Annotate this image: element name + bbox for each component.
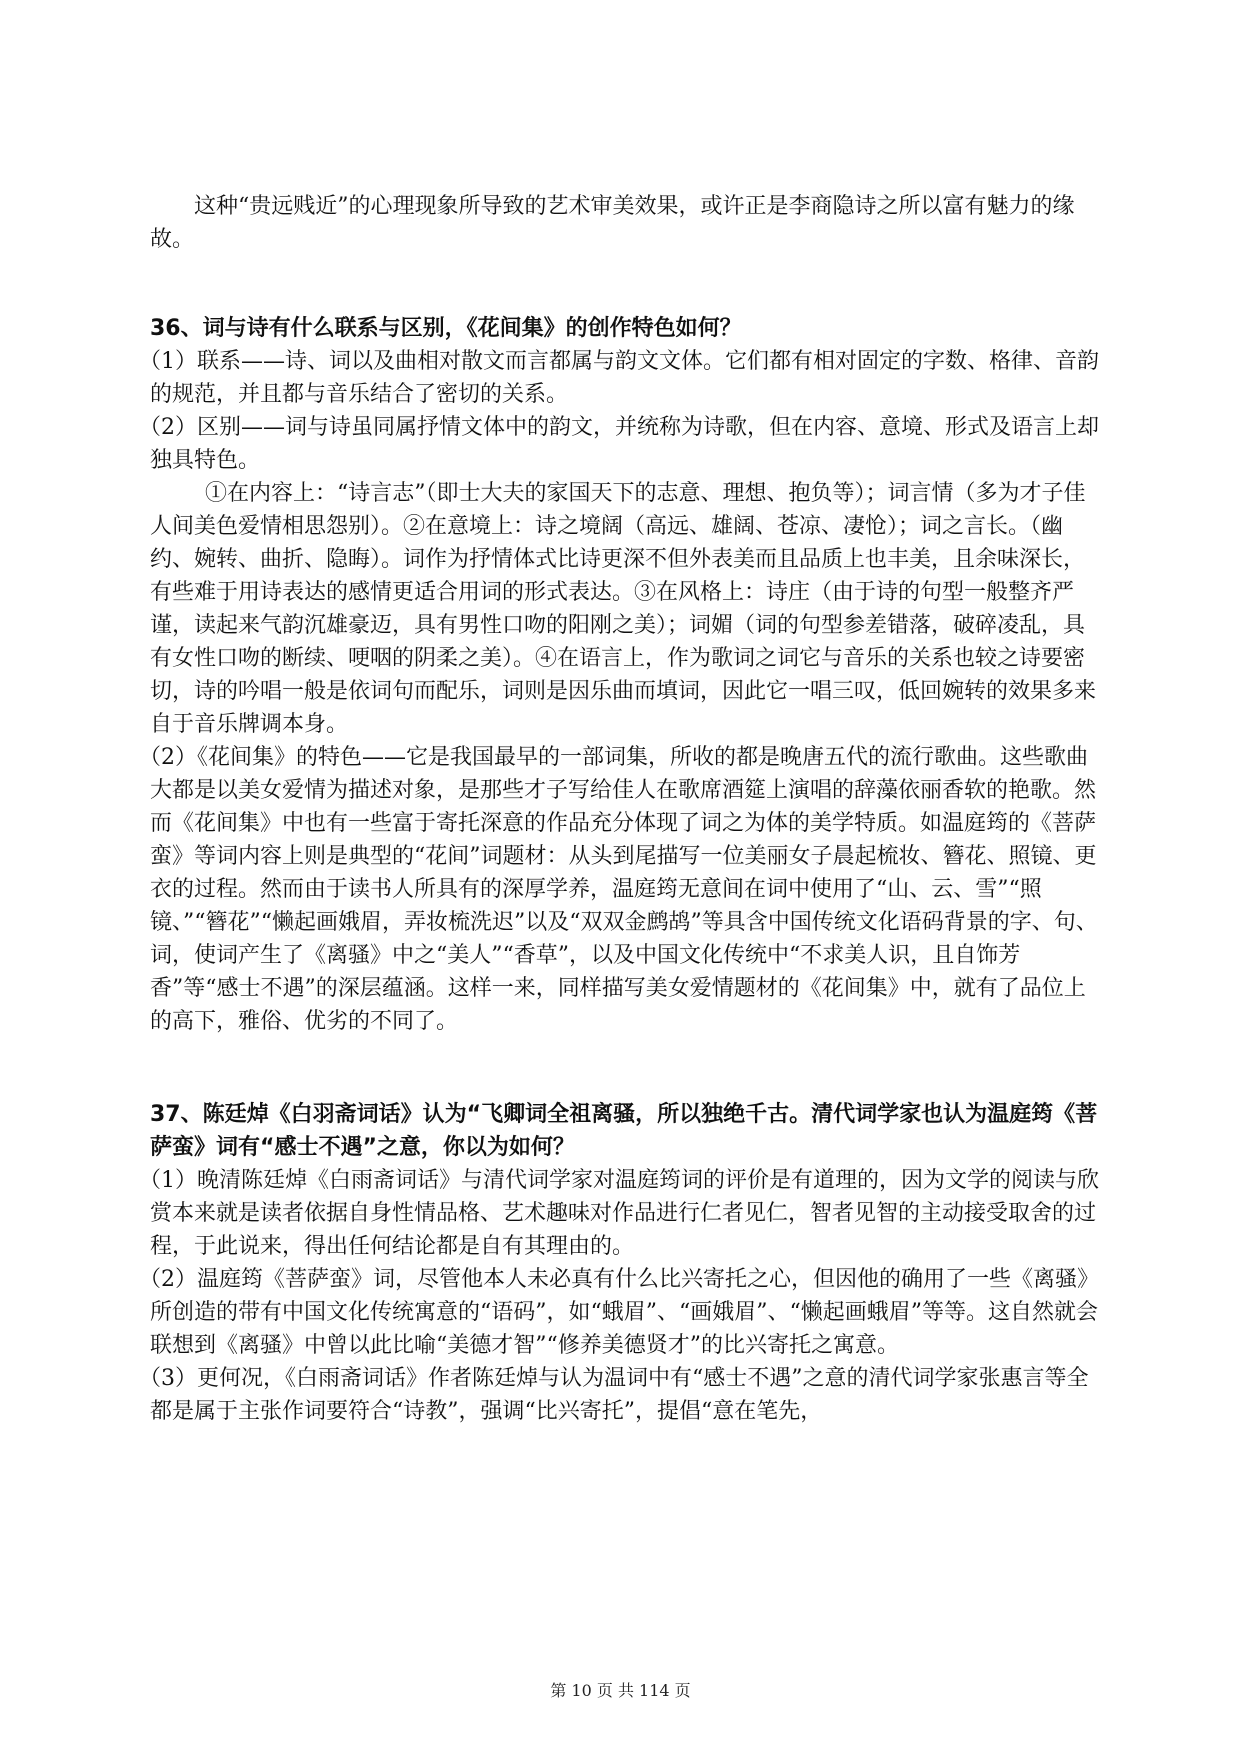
question-36-heading: 36、词与诗有什么联系与区别，《花间集》的创作特色如何？ [150,316,742,341]
question-37-heading: 37、陈廷焯《白羽斋词话》认为“飞卿词全祖离骚，所以独绝千古。清代词学家也认为温庭筠《菩萨蛮》词有“感士不遇”之意，你以为如何？ [150,1102,1098,1160]
q36-item-1: （1）联系——诗、词以及曲相对散文而言都属与韵文文体。它们都有相对固定的字数、格律、音韵的规范，并且都与音乐结合了密切的关系。 [139,349,1100,407]
q36-sub-paragraph: ①在内容上：“诗言志”（即士大夫的家国天下的志意、理想、抱负等）；词言情（多为才子佳人间美色爱情相思怨别）。②在意境上：诗之境阔（高远、雄阔、苍凉、凄怆）；词之言长。（幽约、婉转、曲折、隐晦）。词作为抒情体式比诗更深不但外表美而且品质上也丰美，且余味深长，有些难于用诗表达的感情更适合用词的形式表达。③在风格上：诗庄（由于诗的句型一般整齐严谨，读起来气韵沉雄豪迈，具有男性口吻的阳刚之美）；词媚（词的句型参差错落，破碎凌乱，具有女性口吻的断续、哽咽的阴柔之美）。④在语言上，作为歌词之词它与音乐的关系也较之诗要密切，诗的吟唱一般是依词句而配乐，词则是因乐曲而填词，因此它一唱三叹，低回婉转的效果多来自于音乐牌调本身。 [150,481,1097,737]
q37-item-2: （2）温庭筠《菩萨蛮》词，尽管他本人未必真有什么比兴寄托之心，但因他的确用了一些《离骚》所创造的带有中国文化传统寓意的“语码”，如“蛾眉”、“画娥眉”、“懒起画蛾眉”等等。这自然就会联想到《离骚》中曾以此比喻“美德才智”“修养美德贤才”的比兴寄托之寓意。 [139,1267,1100,1358]
page-content [139,190,1100,1428]
intro-paragraph: 这种“贵远贱近”的心理现象所导致的艺术审美效果，或许正是李商隐诗之所以富有魅力的缘故。 [150,194,1075,252]
q36-item-3: （2）《花间集》的特色——它是我国最早的一部词集，所收的都是晚唐五代的流行歌曲。这些歌曲大都是以美女爱情为描述对象，是那些才子写给佳人在歌席酒筵上演唱的辞藻依丽香软的艳歌。然而《花间集》中也有一些富于寄托深意的作品充分体现了词之为体的美学特质。如温庭筠的《菩萨蛮》等词内容上则是典型的“花间”词题材：从头到尾描写一位美丽女子晨起梳妆、簪花、照镜、更衣的过程。然而由于读书人所具有的深厚学养，温庭筠无意间在词中使用了“山、云、雪”“照镜、”“簪花”“懒起画娥眉，弄妆梳洗迟”以及“双双金鹧鸪”等具含中国传统文化语码背景的字、句、词，使词产生了《离骚》中之“美人”“香草”，以及中国文化传统中“不求美人识，且自饰芳香”等“感士不遇”的深层蕴涵。这样一来，同样描写美女爱情题材的《花间集》中，就有了品位上的高下，雅俗、优劣的不同了。 [139,745,1098,1034]
page-number-footer: 第 10 页 共 114 页 [550,1681,691,1700]
q37-item-3: （3）更何况，《白雨斋词话》作者陈廷焯与认为温词中有“感士不遇”之意的清代词学家张惠言等全都是属于主张作词要符合“诗教”，强调“比兴寄托”，提倡“意在笔先， [139,1366,1089,1424]
q36-item-2: （2）区别——词与诗虽同属抒情文体中的韵文，并统称为诗歌，但在内容、意境、形式及语言上却独具特色。 [139,415,1100,473]
q37-item-1: （1）晚清陈廷焯《白雨斋词话》与清代词学家对温庭筠词的评价是有道理的，因为文学的阅读与欣赏本来就是读者依据自身性情品格、艺术趣味对作品进行仁者见仁，智者见智的主动接受取舍的过程，于此说来，得出任何结论都是自有其理由的。 [139,1168,1100,1259]
